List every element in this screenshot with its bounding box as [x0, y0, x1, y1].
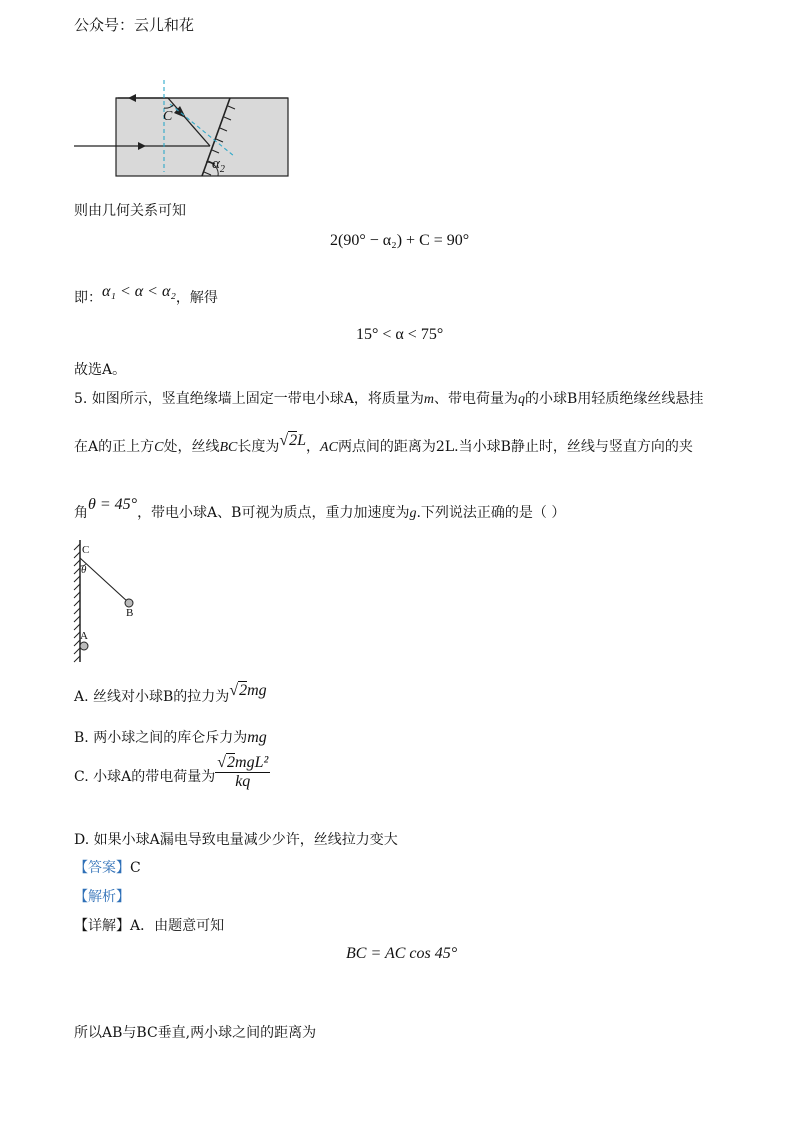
charge-fraction: $\frac{\text{√2mgL²}}{kq}$ — [217, 754, 269, 790]
analysis-label: 【解析】 — [74, 889, 130, 905]
account-header: 公众号：云儿和花 — [74, 16, 195, 34]
option-a: A. 丝线对小球B的拉力为√2mg — [74, 682, 267, 705]
figure1-label-alpha: $\alpha_2$ — [212, 156, 225, 175]
equation-3: BC = AC cos 45° — [346, 945, 458, 962]
option-d: D. 如果小球A漏电导致电量减少少许，丝线拉力变大 — [74, 832, 398, 848]
detail-line: 【详解】A．由题意可知 — [74, 918, 225, 934]
ie-line: 即：α₁ < α < α₂，解得 — [74, 283, 218, 306]
equation-1: 2(90° − α₂) + C = 90° — [330, 232, 470, 249]
last-line: 所以AB与BC垂直,两小球之间的距离为 — [74, 1025, 317, 1041]
hanging-ball-diagram — [70, 540, 150, 666]
option-b: B. 两小球之间的库仑斥力为mg — [74, 729, 267, 746]
figure2-label-b: B — [126, 607, 134, 619]
figure2-label-c: C — [82, 544, 90, 556]
option-c: C. 小球A的带电荷量为 $\frac{\text{√2mgL²}}{kq}$ — [74, 754, 269, 790]
choose-answer: 故选A。 — [74, 362, 127, 378]
figure1-label-c: C — [163, 109, 173, 124]
geom-intro: 则由几何关系可知 — [74, 203, 186, 219]
answer-line: 【答案】C — [74, 860, 141, 876]
equation-2: 15° < α < 75° — [356, 326, 444, 343]
question5-line3: 角θ = 45°，带电小球A、B可视为质点，重力加速度为g.下列说法正确的是（ ） — [74, 496, 566, 521]
refraction-diagram — [70, 80, 300, 180]
figure2-label-theta: θ — [81, 564, 87, 576]
question5-line2: 在A的正上方C处，丝线BC长度为√2L，AC两点间的距离为2L.当小球B静止时，丝线与竖直方向的夹 — [74, 432, 693, 455]
question5-line1: 5. 如图所示，竖直绝缘墙上固定一带电小球A，将质量为m、带电荷量为q的小球B用轻质绝缘丝线悬挂 — [74, 391, 704, 407]
figure2-label-a: A — [80, 630, 88, 642]
